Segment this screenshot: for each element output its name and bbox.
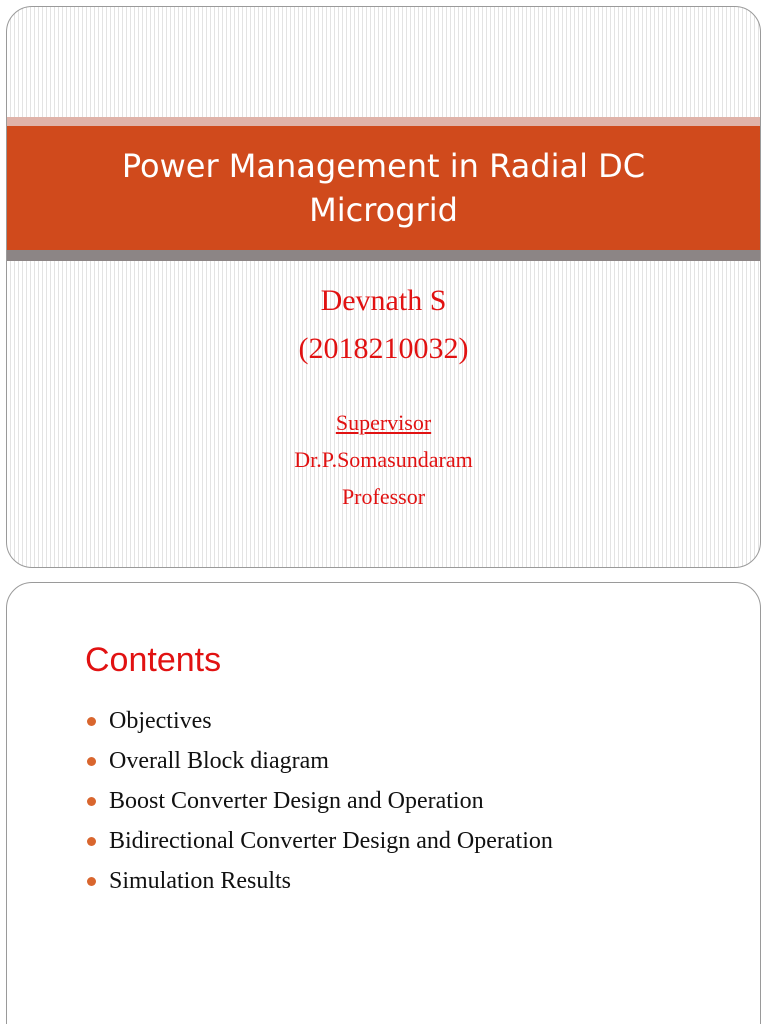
title-band-top-stripe xyxy=(7,117,760,126)
list-item-label: Bidirectional Converter Design and Operation xyxy=(109,828,553,854)
list-item-label: Boost Converter Design and Operation xyxy=(109,788,484,814)
title-band xyxy=(7,126,760,250)
bullet-icon xyxy=(87,757,96,766)
title-slide xyxy=(6,6,761,568)
list-item xyxy=(85,741,553,781)
list-item-label: Objectives xyxy=(109,708,212,734)
author-id: (2018210032) xyxy=(298,332,469,365)
list-item xyxy=(85,861,553,901)
title-band-bottom-stripe xyxy=(7,250,760,261)
list-item xyxy=(85,701,553,741)
slide-title: Power Management in Radial DC Microgrid xyxy=(121,147,646,229)
bullet-icon xyxy=(87,717,96,726)
bullet-icon xyxy=(87,837,96,846)
list-item xyxy=(85,781,553,821)
list-item xyxy=(85,821,553,861)
bullet-icon xyxy=(87,877,96,886)
bullet-icon xyxy=(87,797,96,806)
contents-list xyxy=(85,701,553,901)
author-block xyxy=(7,277,760,373)
contents-slide xyxy=(6,582,761,1024)
list-item-label: Overall Block diagram xyxy=(109,748,329,774)
list-item-label: Simulation Results xyxy=(109,868,292,894)
author-name: Devnath S xyxy=(320,284,447,317)
supervisor-block xyxy=(7,405,760,515)
supervisor-label: Supervisor xyxy=(335,410,432,435)
contents-heading: Contents xyxy=(85,641,222,679)
supervisor-role: Professor xyxy=(341,484,426,509)
supervisor-name: Dr.P.Somasundaram xyxy=(294,447,473,472)
